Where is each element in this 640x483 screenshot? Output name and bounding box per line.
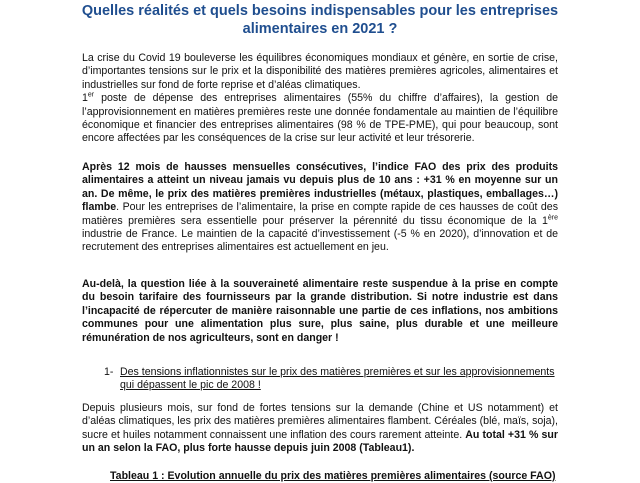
intro-sentence: La crise du Covid 19 bouleverse les équilibres économiques mondiaux et génère, en sortie de crise, d’importantes tensions sur le prix et la disponibilité des matières premières agricoles, alimentaires et industrielles sur fond de forte reprise et d’aléas climatiques. bbox=[82, 52, 558, 91]
price-tensions-text: Depuis plusieurs mois, sur fond de fortes tensions sur la demande (Chine et US notamment) et d’aléas climatiques, les prix des matières premières alimentaires flambent. Céréales (blé, maïs, soja), sucre et huiles notamment connaissent une inflation des cours rarement atteinte. bbox=[82, 402, 558, 441]
paragraph-price-tensions bbox=[82, 402, 558, 456]
fao-superscript: ère bbox=[547, 214, 558, 222]
rank-number: 1 bbox=[82, 92, 88, 105]
fao-index-highlight: Après 12 mois de hausses mensuelles consécutives, l’indice FAO des prix des produits alimentaires a atteint un niveau jamais vu depuis plus de 10 ans : +31 % en moyenne sur un an. De même, le prix des matières premières industrielles (métaux, plastiques, emballages…) flambe bbox=[82, 161, 558, 214]
paragraph-sovereignty: Au-delà, la question liée à la souveraineté alimentaire reste suspendue à la prise en compte du besoin tarifaire des fournisseurs par la grande distribution. Si notre industrie est dans l’incapacité de répercuter de manière raisonnable une partie de ces inflations, nos ambitions communes pour une alimentation plus sure, plus saine, plus durable et une meilleure rémunération de nos agriculteurs, sont en danger ! bbox=[82, 278, 558, 344]
paragraph-fao-index bbox=[82, 161, 558, 255]
document-title: Quelles réalités et quels besoins indispensables pour les entreprises alimentaires en 2021 ? bbox=[81, 3, 559, 37]
table-caption: Tableau 1 : Evolution annuelle du prix des matières premières alimentaires (source FAO) bbox=[110, 470, 556, 482]
section-number: 1- bbox=[104, 366, 114, 378]
rank-superscript: er bbox=[87, 91, 95, 99]
section-title: Des tensions inflationnistes sur le prix des matières premières et sur les approvisionnements qui dépassent le pic de 2008 ! bbox=[120, 366, 555, 392]
intro-rest: poste de dépense des entreprises alimentaires (55% du chiffre d’affaires), la gestion de l’approvisionnement en matières premières reste une donnée fondamentale au maintien de l’équilibre économique et financier des entreprises alimentaires (98 % de TPE-PME), qui pour beaucoup, sont encore affectées par les conséquences de la crise sur leur activité et leur trésorerie. bbox=[82, 92, 558, 145]
paragraph-intro bbox=[82, 52, 558, 146]
price-tensions-highlight: Au total +31 % sur un an selon la FAO, plus forte hausse depuis juin 2008 (Tableau1). bbox=[82, 428, 558, 455]
fao-text-part1: . Pour les entreprises de l’alimentaire, la prise en compte rapide de ces hausses de coût des matières premières sera essentielle pour préserver la pérennité du tissu économique de la 1 bbox=[82, 201, 558, 227]
fao-text-part2: industrie de France. Le maintien de la capacité d’investissement (-5 % en 2020), d’innovation et de recrutement des entreprises alimentaires est actuellement en jeu. bbox=[82, 228, 558, 254]
